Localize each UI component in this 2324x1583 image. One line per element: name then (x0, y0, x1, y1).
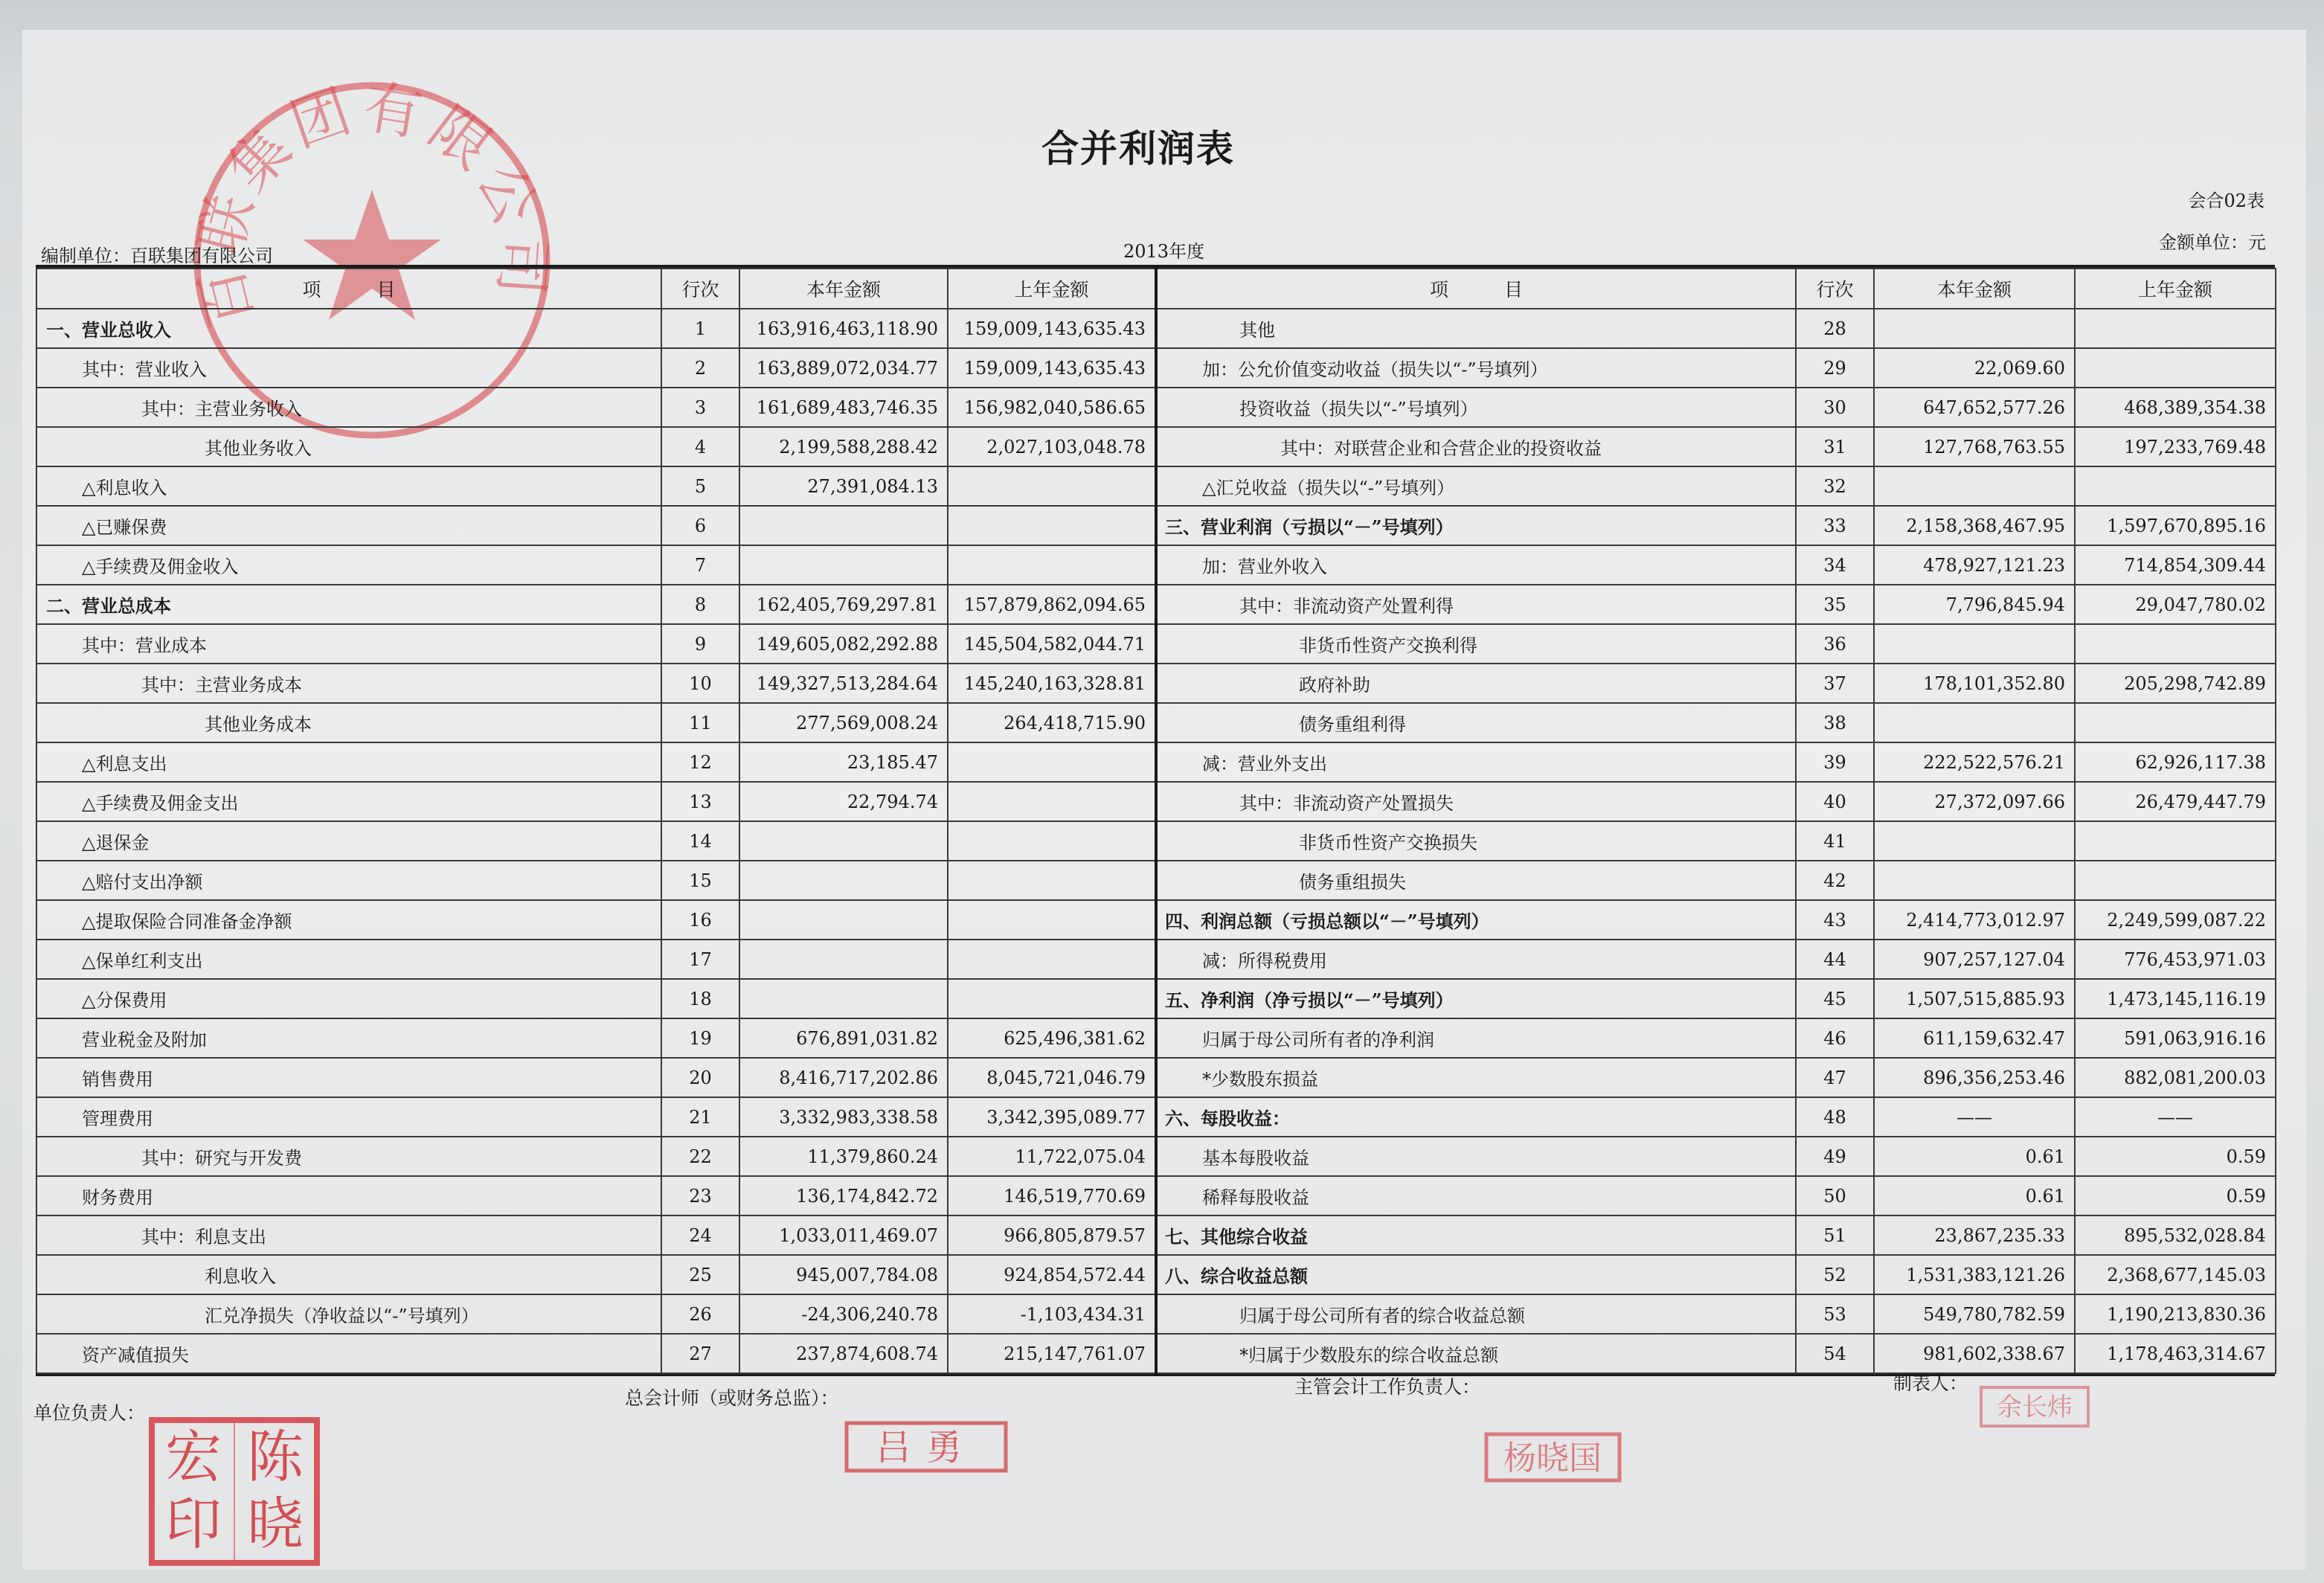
right-item-cell: 基本每股收益 (1156, 1137, 1796, 1176)
table-row (36, 309, 2276, 348)
header-item-right: 项 目 (1156, 269, 1796, 309)
left-prior-amount: 156,982,040,586.65 (948, 388, 1156, 427)
table-row (36, 1097, 2276, 1137)
right-item-cell: 减：所得税费用 (1156, 940, 1796, 979)
table-row (36, 545, 2276, 585)
right-current-amount (1874, 309, 2075, 348)
left-line-cell: 10 (661, 664, 739, 703)
left-prior-amount (948, 861, 1156, 900)
preparer-label: 制表人： (1893, 1372, 1968, 1394)
right-line-cell: 47 (1796, 1058, 1874, 1097)
right-item-cell: 三、营业利润（亏损以“－”号填列） (1156, 506, 1796, 545)
left-current-amount: 149,327,513,284.64 (739, 664, 948, 703)
right-line-cell: 48 (1796, 1097, 1874, 1137)
left-current-amount: 277,569,008.24 (739, 703, 948, 742)
left-prior-amount (948, 940, 1156, 979)
right-line-cell: 50 (1796, 1176, 1874, 1216)
right-prior-amount (2075, 821, 2276, 861)
right-line-cell: 53 (1796, 1294, 1874, 1334)
left-line-cell: 1 (661, 309, 739, 348)
left-item-cell: 其中：营业收入 (36, 348, 661, 388)
header-line-left: 行次 (661, 269, 739, 309)
left-prior-amount (948, 782, 1156, 821)
left-item-cell: 利息收入 (36, 1255, 661, 1294)
accounting-head-seal (1484, 1432, 1622, 1483)
right-line-cell: 30 (1796, 388, 1874, 427)
left-line-cell: 13 (661, 782, 739, 821)
left-line-cell: 23 (661, 1176, 739, 1216)
table-row (36, 348, 2276, 388)
right-line-cell: 43 (1796, 900, 1874, 940)
left-current-amount (739, 821, 948, 861)
left-current-amount: 161,689,483,746.35 (739, 388, 948, 427)
right-prior-amount: 1,473,145,116.19 (2075, 979, 2276, 1018)
left-prior-amount: 625,496,381.62 (948, 1018, 1156, 1058)
right-current-amount: 907,257,127.04 (1874, 940, 2075, 979)
header-line-right: 行次 (1796, 269, 1874, 309)
left-current-amount (739, 861, 948, 900)
left-line-cell: 25 (661, 1255, 739, 1294)
left-item-cell: △退保金 (36, 821, 661, 861)
left-current-amount: 163,916,463,118.90 (739, 309, 948, 348)
left-line-cell: 5 (661, 466, 739, 506)
left-line-cell: 27 (661, 1334, 739, 1373)
left-line-cell: 19 (661, 1018, 739, 1058)
left-line-cell: 22 (661, 1137, 739, 1176)
left-item-cell: 营业税金及附加 (36, 1018, 661, 1058)
left-current-amount: 136,174,842.72 (739, 1176, 948, 1216)
left-line-cell: 11 (661, 703, 739, 742)
right-prior-amount: 1,190,213,830.36 (2075, 1294, 2276, 1334)
right-item-cell: 五、净利润（净亏损以“－”号填列） (1156, 979, 1796, 1018)
page-title: 合并利润表 (1041, 126, 1235, 170)
left-current-amount: 676,891,031.82 (739, 1018, 948, 1058)
right-prior-amount: 776,453,971.03 (2075, 940, 2276, 979)
right-prior-amount: 205,298,742.89 (2075, 664, 2276, 703)
right-line-cell: 41 (1796, 821, 1874, 861)
form-number: 会合02表 (2188, 190, 2264, 211)
header-current-right: 本年金额 (1874, 269, 2075, 309)
right-current-amount: 1,531,383,121.26 (1874, 1255, 2075, 1294)
right-prior-amount: —— (2075, 1097, 2276, 1137)
right-item-cell: 减：营业外支出 (1156, 742, 1796, 782)
left-item-cell: 二、营业总成本 (36, 585, 661, 624)
right-prior-amount: 29,047,780.02 (2075, 585, 2276, 624)
table-row (36, 427, 2276, 466)
right-prior-amount: 1,597,670,895.16 (2075, 506, 2276, 545)
table-row (36, 782, 2276, 821)
right-prior-amount (2075, 703, 2276, 742)
left-item-cell: △利息支出 (36, 742, 661, 782)
right-item-cell: 其中：非流动资产处置利得 (1156, 585, 1796, 624)
right-current-amount: 23,867,235.33 (1874, 1216, 2075, 1255)
table-row (36, 900, 2276, 940)
table-header (36, 269, 2276, 309)
right-item-cell: 其中：非流动资产处置损失 (1156, 782, 1796, 821)
report-period: 2013年度 (1123, 241, 1205, 262)
left-prior-amount (948, 466, 1156, 506)
right-line-cell: 31 (1796, 427, 1874, 466)
left-prior-amount: 157,879,862,094.65 (948, 585, 1156, 624)
right-item-cell: *归属于少数股东的综合收益总额 (1156, 1334, 1796, 1373)
left-line-cell: 7 (661, 545, 739, 585)
left-prior-amount: -1,103,434.31 (948, 1294, 1156, 1334)
currency-unit: 金额单位：元 (2159, 232, 2266, 253)
left-current-amount: 237,874,608.74 (739, 1334, 948, 1373)
right-item-cell: 归属于母公司所有者的综合收益总额 (1156, 1294, 1796, 1334)
left-prior-amount (948, 742, 1156, 782)
right-current-amount: 1,507,515,885.93 (1874, 979, 2075, 1018)
left-current-amount: 27,391,084.13 (739, 466, 948, 506)
right-prior-amount: 591,063,916.16 (2075, 1018, 2276, 1058)
left-item-cell: △保单红利支出 (36, 940, 661, 979)
right-current-amount: 647,652,577.26 (1874, 388, 2075, 427)
income-statement-table (36, 265, 2275, 1376)
table-row (36, 821, 2276, 861)
preparer-seal (1979, 1385, 2090, 1428)
left-line-cell: 4 (661, 427, 739, 466)
unit-head-seal (149, 1417, 320, 1566)
left-line-cell: 12 (661, 742, 739, 782)
table-row (36, 506, 2276, 545)
right-item-cell: 其他 (1156, 309, 1796, 348)
right-prior-amount: 895,532,028.84 (2075, 1216, 2276, 1255)
left-item-cell: △分保费用 (36, 979, 661, 1018)
table-row (36, 940, 2276, 979)
right-prior-amount (2075, 348, 2276, 388)
table-row (36, 1334, 2276, 1373)
right-current-amount: 611,159,632.47 (1874, 1018, 2075, 1058)
right-current-amount: 0.61 (1874, 1137, 2075, 1176)
right-prior-amount: 468,389,354.38 (2075, 388, 2276, 427)
svg-text:吕勇: 吕勇 (875, 1427, 978, 1468)
svg-text:余长炜: 余长炜 (1997, 1393, 2073, 1422)
right-current-amount: 2,414,773,012.97 (1874, 900, 2075, 940)
right-prior-amount (2075, 309, 2276, 348)
right-current-amount: 2,158,368,467.95 (1874, 506, 2075, 545)
chief-accountant-label: 总会计师（或财务总监）： (625, 1387, 839, 1409)
right-prior-amount: 882,081,200.03 (2075, 1058, 2276, 1097)
right-line-cell: 29 (1796, 348, 1874, 388)
right-line-cell: 54 (1796, 1334, 1874, 1373)
left-prior-amount (948, 545, 1156, 585)
right-line-cell: 42 (1796, 861, 1874, 900)
left-item-cell: △赔付支出净额 (36, 861, 661, 900)
right-current-amount (1874, 466, 2075, 506)
right-current-amount: 0.61 (1874, 1176, 2075, 1216)
left-item-cell: 管理费用 (36, 1097, 661, 1137)
right-current-amount: 178,101,352.80 (1874, 664, 2075, 703)
left-current-amount: 3,332,983,338.58 (739, 1097, 948, 1137)
right-line-cell: 35 (1796, 585, 1874, 624)
right-item-cell: 归属于母公司所有者的净利润 (1156, 1018, 1796, 1058)
right-prior-amount: 0.59 (2075, 1176, 2276, 1216)
right-item-cell: 政府补助 (1156, 664, 1796, 703)
left-current-amount (739, 900, 948, 940)
header-item-left: 项 目 (36, 269, 661, 309)
right-current-amount: 896,356,253.46 (1874, 1058, 2075, 1097)
right-prior-amount: 197,233,769.48 (2075, 427, 2276, 466)
table-row (36, 388, 2276, 427)
left-item-cell: 其他业务成本 (36, 703, 661, 742)
left-prior-amount: 145,240,163,328.81 (948, 664, 1156, 703)
svg-text:晓: 晓 (247, 1491, 304, 1557)
left-current-amount: 2,199,588,288.42 (739, 427, 948, 466)
right-item-cell: 稀释每股收益 (1156, 1176, 1796, 1216)
left-item-cell: 资产减值损失 (36, 1334, 661, 1373)
right-line-cell: 39 (1796, 742, 1874, 782)
left-prior-amount: 924,854,572.44 (948, 1255, 1156, 1294)
right-item-cell: 四、利润总额（亏损总额以“－”号填列） (1156, 900, 1796, 940)
left-prior-amount: 966,805,879.57 (948, 1216, 1156, 1255)
left-prior-amount (948, 506, 1156, 545)
right-prior-amount: 62,926,117.38 (2075, 742, 2276, 782)
left-prior-amount: 11,722,075.04 (948, 1137, 1156, 1176)
right-prior-amount: 714,854,309.44 (2075, 545, 2276, 585)
left-prior-amount: 146,519,770.69 (948, 1176, 1156, 1216)
left-item-cell: △已赚保费 (36, 506, 661, 545)
right-item-cell: 其中：对联营企业和合营企业的投资收益 (1156, 427, 1796, 466)
right-line-cell: 40 (1796, 782, 1874, 821)
right-prior-amount (2075, 624, 2276, 664)
svg-text:印: 印 (165, 1491, 222, 1557)
right-current-amount (1874, 861, 2075, 900)
right-line-cell: 33 (1796, 506, 1874, 545)
table-row (36, 1058, 2276, 1097)
left-current-amount: 945,007,784.08 (739, 1255, 948, 1294)
right-current-amount (1874, 821, 2075, 861)
left-current-amount: 8,416,717,202.86 (739, 1058, 948, 1097)
table-row (36, 742, 2276, 782)
left-current-amount (739, 979, 948, 1018)
left-line-cell: 6 (661, 506, 739, 545)
header-current-left: 本年金额 (739, 269, 948, 309)
right-current-amount: 7,796,845.94 (1874, 585, 2075, 624)
left-item-cell: 销售费用 (36, 1058, 661, 1097)
right-line-cell: 36 (1796, 624, 1874, 664)
left-line-cell: 16 (661, 900, 739, 940)
left-current-amount: 149,605,082,292.88 (739, 624, 948, 664)
right-current-amount: 27,372,097.66 (1874, 782, 2075, 821)
left-prior-amount (948, 900, 1156, 940)
left-line-cell: 14 (661, 821, 739, 861)
left-prior-amount (948, 821, 1156, 861)
right-line-cell: 37 (1796, 664, 1874, 703)
left-prior-amount: 2,027,103,048.78 (948, 427, 1156, 466)
left-current-amount: 163,889,072,034.77 (739, 348, 948, 388)
left-item-cell: 其他业务收入 (36, 427, 661, 466)
left-line-cell: 20 (661, 1058, 739, 1097)
right-prior-amount: 26,479,447.79 (2075, 782, 2276, 821)
right-current-amount: —— (1874, 1097, 2075, 1137)
right-prior-amount (2075, 861, 2276, 900)
left-prior-amount: 159,009,143,635.43 (948, 348, 1156, 388)
left-current-amount: 11,379,860.24 (739, 1137, 948, 1176)
right-item-cell: *少数股东损益 (1156, 1058, 1796, 1097)
right-current-amount (1874, 624, 2075, 664)
right-line-cell: 44 (1796, 940, 1874, 979)
left-line-cell: 26 (661, 1294, 739, 1334)
header-prior-left: 上年金额 (948, 269, 1156, 309)
table-row (36, 1294, 2276, 1334)
table-row (36, 1018, 2276, 1058)
svg-text:杨晓国: 杨晓国 (1503, 1439, 1602, 1477)
right-current-amount: 22,069.60 (1874, 348, 2075, 388)
left-prior-amount: 3,342,395,089.77 (948, 1097, 1156, 1137)
left-item-cell: △提取保险合同准备金净额 (36, 900, 661, 940)
table-row (36, 585, 2276, 624)
right-current-amount: 478,927,121.23 (1874, 545, 2075, 585)
left-line-cell: 8 (661, 585, 739, 624)
left-item-cell: 其中：营业成本 (36, 624, 661, 664)
right-prior-amount: 0.59 (2075, 1137, 2276, 1176)
left-line-cell: 15 (661, 861, 739, 900)
left-current-amount: 1,033,011,469.07 (739, 1216, 948, 1255)
table-row (36, 664, 2276, 703)
left-prior-amount: 145,504,582,044.71 (948, 624, 1156, 664)
accounting-head-label: 主管会计工作负责人： (1294, 1376, 1481, 1398)
right-line-cell: 51 (1796, 1216, 1874, 1255)
right-prior-amount: 2,249,599,087.22 (2075, 900, 2276, 940)
header-prior-right: 上年金额 (2075, 269, 2276, 309)
right-line-cell: 28 (1796, 309, 1874, 348)
right-item-cell: 债务重组利得 (1156, 703, 1796, 742)
svg-text:陈: 陈 (247, 1424, 304, 1490)
left-item-cell: 其中：主营业务成本 (36, 664, 661, 703)
left-item-cell: △手续费及佣金支出 (36, 782, 661, 821)
chief-accountant-seal (844, 1421, 1008, 1473)
right-line-cell: 52 (1796, 1255, 1874, 1294)
right-prior-amount: 1,178,463,314.67 (2075, 1334, 2276, 1373)
right-item-cell: 加：营业外收入 (1156, 545, 1796, 585)
left-line-cell: 17 (661, 940, 739, 979)
left-item-cell: 财务费用 (36, 1176, 661, 1216)
left-item-cell: △手续费及佣金收入 (36, 545, 661, 585)
left-item-cell: 其中：研究与开发费 (36, 1137, 661, 1176)
left-item-cell: 一、营业总收入 (36, 309, 661, 348)
left-line-cell: 2 (661, 348, 739, 388)
right-line-cell: 46 (1796, 1018, 1874, 1058)
left-prior-amount (948, 979, 1156, 1018)
right-current-amount (1874, 703, 2075, 742)
left-current-amount (739, 506, 948, 545)
left-item-cell: 其中：利息支出 (36, 1216, 661, 1255)
left-item-cell: 其中：主营业务收入 (36, 388, 661, 427)
preparing-unit: 编制单位：百联集团有限公司 (41, 245, 273, 266)
table-row (36, 624, 2276, 664)
right-current-amount: 549,780,782.59 (1874, 1294, 2075, 1334)
unit-head-label: 单位负责人： (33, 1402, 146, 1424)
left-prior-amount: 8,045,721,046.79 (948, 1058, 1156, 1097)
left-item-cell: △利息收入 (36, 466, 661, 506)
right-prior-amount (2075, 466, 2276, 506)
right-current-amount: 981,602,338.67 (1874, 1334, 2075, 1373)
left-current-amount: -24,306,240.78 (739, 1294, 948, 1334)
left-current-amount: 23,185.47 (739, 742, 948, 782)
right-line-cell: 38 (1796, 703, 1874, 742)
left-line-cell: 9 (661, 624, 739, 664)
table-row (36, 1216, 2276, 1255)
right-item-cell: △汇兑收益（损失以“-”号填列） (1156, 466, 1796, 506)
right-item-cell: 加：公允价值变动收益（损失以“-”号填列） (1156, 348, 1796, 388)
left-current-amount (739, 545, 948, 585)
svg-text:宏: 宏 (165, 1424, 222, 1490)
right-current-amount: 127,768,763.55 (1874, 427, 2075, 466)
right-current-amount: 222,522,576.21 (1874, 742, 2075, 782)
left-prior-amount: 215,147,761.07 (948, 1334, 1156, 1373)
right-item-cell: 投资收益（损失以“-”号填列） (1156, 388, 1796, 427)
right-line-cell: 32 (1796, 466, 1874, 506)
left-prior-amount: 159,009,143,635.43 (948, 309, 1156, 348)
right-line-cell: 34 (1796, 545, 1874, 585)
right-item-cell: 七、其他综合收益 (1156, 1216, 1796, 1255)
table-row (36, 1176, 2276, 1216)
left-line-cell: 24 (661, 1216, 739, 1255)
left-line-cell: 3 (661, 388, 739, 427)
table-row (36, 1255, 2276, 1294)
right-line-cell: 45 (1796, 979, 1874, 1018)
right-item-cell: 非货币性资产交换损失 (1156, 821, 1796, 861)
table-row (36, 1137, 2276, 1176)
right-item-cell: 非货币性资产交换利得 (1156, 624, 1796, 664)
right-item-cell: 八、综合收益总额 (1156, 1255, 1796, 1294)
left-line-cell: 21 (661, 1097, 739, 1137)
left-current-amount: 22,794.74 (739, 782, 948, 821)
right-prior-amount: 2,368,677,145.03 (2075, 1255, 2276, 1294)
table-row (36, 979, 2276, 1018)
right-line-cell: 49 (1796, 1137, 1874, 1176)
right-item-cell: 债务重组损失 (1156, 861, 1796, 900)
table-row (36, 466, 2276, 506)
left-current-amount (739, 940, 948, 979)
right-item-cell: 六、每股收益： (1156, 1097, 1796, 1137)
left-item-cell: 汇兑净损失（净收益以“-”号填列） (36, 1294, 661, 1334)
left-prior-amount: 264,418,715.90 (948, 703, 1156, 742)
left-line-cell: 18 (661, 979, 739, 1018)
svg-text:百联集团有限公司: 百联集团有限公司 (186, 74, 557, 334)
table-row (36, 703, 2276, 742)
left-current-amount: 162,405,769,297.81 (739, 585, 948, 624)
table-row (36, 861, 2276, 900)
